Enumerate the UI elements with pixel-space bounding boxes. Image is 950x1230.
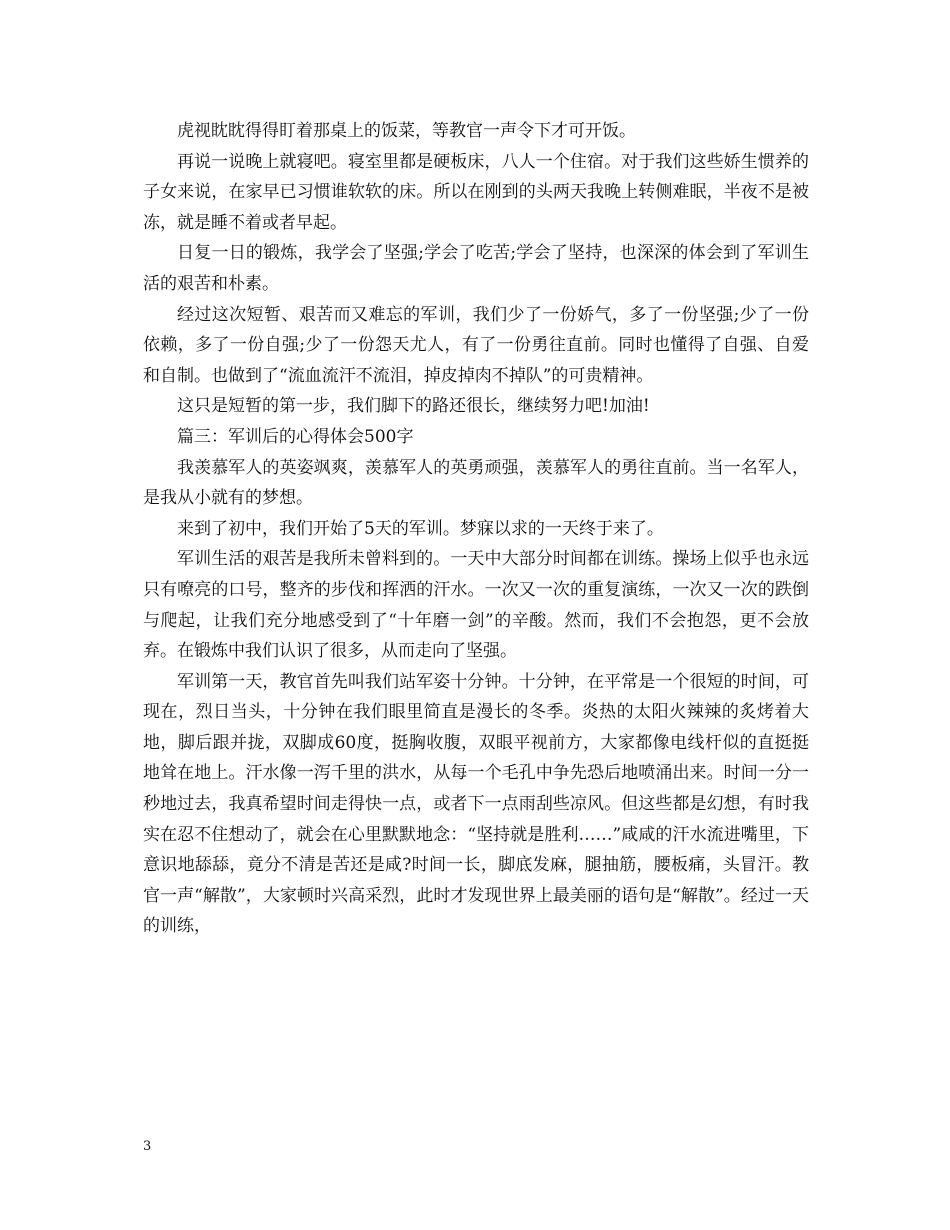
paragraph-2: 再说一说晚上就寝吧。寝室里都是硬板床，八人一个住宿。对于我们这些娇生惯养的子女来说，在家早已习惯谁软软的床。所以在刚到的头两天我晚上转侧难眠，半夜不是被冻，就是睡不着或者早起。	[143, 151, 809, 233]
paragraph-9: 军训生活的艰苦是我所未曾料到的。一天中大部分时间都在训练。操场上似乎也永远只有嘹亮的口号，整齐的步伐和挥洒的汗水。一次又一次的重复演练，一次又一次的跌倒与爬起，让我们充分地感受到了“十年磨一剑”的辛酸。然而，我们不会抱怨，更不会放弃。在锻炼中我们认识了很多，从而走向了坚强。	[143, 549, 809, 662]
paragraph-5: 这只是短暂的第一步，我们脚下的路还很长，继续努力吧!加油!	[177, 396, 650, 417]
section-heading: 篇三：军训后的心得体会500字	[177, 426, 414, 447]
paragraph-4: 经过这次短暂、艰苦而又难忘的军训，我们少了一份娇气，多了一份坚强;少了一份依赖，多了一份自强;少了一份怨天尤人，有了一份勇往直前。同时也懂得了自强、自爱和自制。也做到了“流血流汗不流泪，掉皮掉肉不掉队”的可贵精神。	[143, 304, 809, 386]
paragraph-3: 日复一日的锻炼，我学会了坚强;学会了吃苦;学会了坚持，也深深的体会到了军训生活的艰苦和朴素。	[143, 243, 809, 294]
paragraph-1: 虎视眈眈得得盯着那桌上的饭菜，等教官一声令下才可开饭。	[177, 121, 636, 141]
paragraph-7: 我羡慕军人的英姿飒爽，羡慕军人的英勇顽强，羡慕军人的勇往直前。当一名军人，是我从小就有的梦想。	[143, 457, 809, 509]
document-body	[143, 116, 809, 942]
page-number: 3	[143, 1139, 152, 1154]
paragraph-8: 来到了初中，我们开始了5天的军训。梦寐以求的一天终于来了。	[177, 518, 664, 539]
paragraph-10: 军训第一天，教官首先叫我们站军姿十分钟。十分钟，在平常是一个很短的时间，可现在，烈日当头，十分钟在我们眼里简直是漫长的冬季。炎热的太阳火辣辣的炙烤着大地，脚后跟并拢，双脚成60度，挺胸收腹，双眼平视前方，大家都像电线杆似的直挺挺地耸在地上。汗水像一泻千里的洪水，从每一个毛孔中争先恐后地喷涌出来。时间一分一秒地过去，我真希望时间走得快一点，或者下一点雨刮些凉风。但这些都是幻想，有时我实在忍不住想动了，就会在心里默默地念：“坚持就是胜利……”咸咸的汗水流进嘴里，下意识地舔舔，竟分不清是苦还是咸?时间一长，脚底发麻，腿抽筋，腰板痛，头冒汗。教官一声“解散”，大家顿时兴高采烈，此时才发现世界上最美丽的语句是“解散”。经过一天的训练，	[143, 671, 809, 937]
